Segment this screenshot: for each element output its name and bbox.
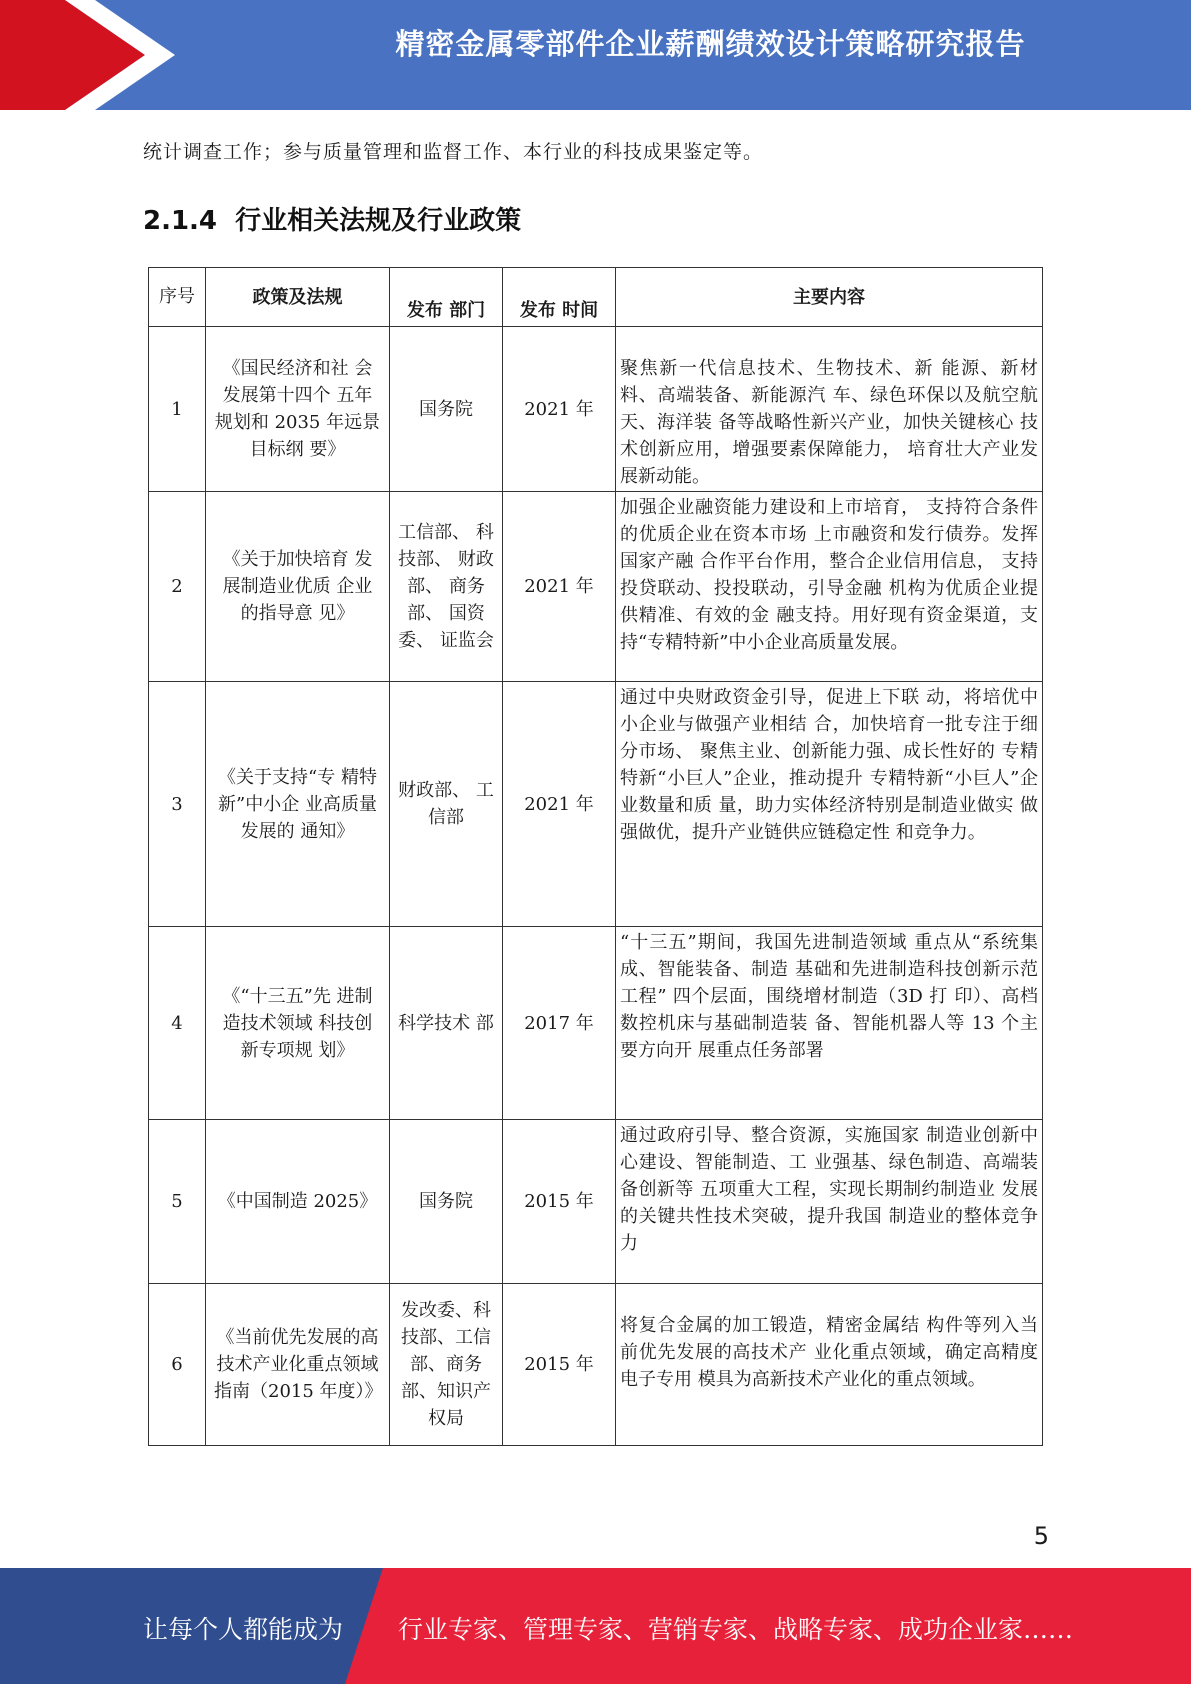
page-header xyxy=(0,0,1191,110)
header-year: 发布 时间 xyxy=(503,268,616,327)
table-header-row xyxy=(149,268,1043,327)
section-number: 2.1.4 xyxy=(143,206,218,236)
cell-num: 1 xyxy=(149,327,206,492)
table-row xyxy=(149,1284,1043,1446)
cell-content: 将复合金属的加工锻造，精密金属结 构件等列入当前优先发展的高技术产 业化重点领域，确定高精度电子专用 模具为高新技术产业化的重点领域。 xyxy=(616,1284,1043,1446)
cell-num: 2 xyxy=(149,492,206,682)
cell-dept: 国务院 xyxy=(390,1120,503,1284)
policy-table xyxy=(148,267,1043,1446)
page-footer xyxy=(0,1568,1191,1684)
page-number: 5 xyxy=(1033,1522,1049,1550)
header-title: 精密金属零部件企业薪酬绩效设计策略研究报告 xyxy=(395,27,1026,61)
header-content: 主要内容 xyxy=(616,268,1043,327)
cell-content: 通过中央财政资金引导，促进上下联 动，将培优中小企业与做强产业相结 合，加快培育一批专注于细分市场、 聚焦主业、创新能力强、成长性好的 专精特新“小巨人”企业，推动提升 专精特新“小巨人”企业数量和质 量，助力实体经济特别是制造业做实 做强做优，提升产业链供应链稳定性 和竞争力。 xyxy=(616,682,1043,927)
cell-content: 通过政府引导、整合资源，实施国家 制造业创新中心建设、智能制造、工 业强基、绿色制造、高端装备创新等 五项重大工程，实现长期制约制造业 发展的关键共性技术突破，提升我国 制造业的整体竞争力 xyxy=(616,1120,1043,1284)
cell-dept: 科学技术 部 xyxy=(390,927,503,1120)
cell-name: 《关于支持“专 精特新”中小企 业高质量发展的 通知》 xyxy=(206,682,390,927)
table-row xyxy=(149,1120,1043,1284)
header-num: 序号 xyxy=(149,268,206,327)
intro-paragraph: 统计调查工作；参与质量管理和监督工作、本行业的科技成果鉴定等。 xyxy=(143,141,764,163)
cell-dept: 财政部、 工信部 xyxy=(390,682,503,927)
table-row xyxy=(149,682,1043,927)
cell-num: 3 xyxy=(149,682,206,927)
cell-dept: 发改委、科技部、工信部、商务部、知识产权局 xyxy=(390,1284,503,1446)
cell-dept: 工信部、 科技部、 财政部、 商务部、 国资委、 证监会 xyxy=(390,492,503,682)
cell-content: 聚焦新一代信息技术、生物技术、新 能源、新材料、高端装备、新能源汽 车、绿色环保以及航空航天、海洋装 备等战略性新兴产业，加快关键核心 技术创新应用，增强要素保障能力， 培育壮大产业发展新动能。 xyxy=(616,327,1043,492)
footer-slogan-right: 行业专家、管理专家、营销专家、战略专家、成功企业家…… xyxy=(398,1615,1074,1644)
cell-year: 2015 年 xyxy=(503,1120,616,1284)
header-dept: 发布 部门 xyxy=(390,268,503,327)
cell-name: 《“十三五”先 进制造技术领域 科技创新专项规 划》 xyxy=(206,927,390,1120)
table-row xyxy=(149,327,1043,492)
header-name: 政策及法规 xyxy=(206,268,390,327)
table-row xyxy=(149,927,1043,1120)
cell-name: 《国民经济和社 会发展第十四个 五年规划和 2035 年远景目标纲 要》 xyxy=(206,327,390,492)
table-row xyxy=(149,492,1043,682)
cell-year: 2021 年 xyxy=(503,327,616,492)
cell-num: 5 xyxy=(149,1120,206,1284)
cell-content: “十三五”期间，我国先进制造领域 重点从“系统集成、智能装备、制造 基础和先进制造科技创新示范工程” 四个层面，围绕增材制造（3D 打 印）、高档数控机床与基础制造装 备、智能机器人等 13 个主要方向开 展重点任务部署 xyxy=(616,927,1043,1120)
cell-name: 《当前优先发展的高技术产业化重点领域指南（2015 年度）》 xyxy=(206,1284,390,1446)
section-title: 行业相关法规及行业政策 xyxy=(235,206,522,236)
cell-name: 《关于加快培育 发展制造业优质 企业的指导意 见》 xyxy=(206,492,390,682)
cell-num: 4 xyxy=(149,927,206,1120)
cell-num: 6 xyxy=(149,1284,206,1446)
cell-year: 2021 年 xyxy=(503,492,616,682)
cell-year: 2017 年 xyxy=(503,927,616,1120)
cell-dept: 国务院 xyxy=(390,327,503,492)
cell-year: 2021 年 xyxy=(503,682,616,927)
cell-year: 2015 年 xyxy=(503,1284,616,1446)
cell-name: 《中国制造 2025》 xyxy=(206,1120,390,1284)
cell-content: 加强企业融资能力建设和上市培育， 支持符合条件的优质企业在资本市场 上市融资和发行债券。发挥国家产融 合作平台作用，整合企业信用信息， 支持投贷联动、投投联动，引导金融 机构为优质企业提供精准、有效的金 融支持。用好现有资金渠道，支持“专精特新”中小企业高质量发展。 xyxy=(616,492,1043,682)
section-heading xyxy=(143,200,521,237)
footer-slogan-left: 让每个人都能成为 xyxy=(143,1615,344,1644)
